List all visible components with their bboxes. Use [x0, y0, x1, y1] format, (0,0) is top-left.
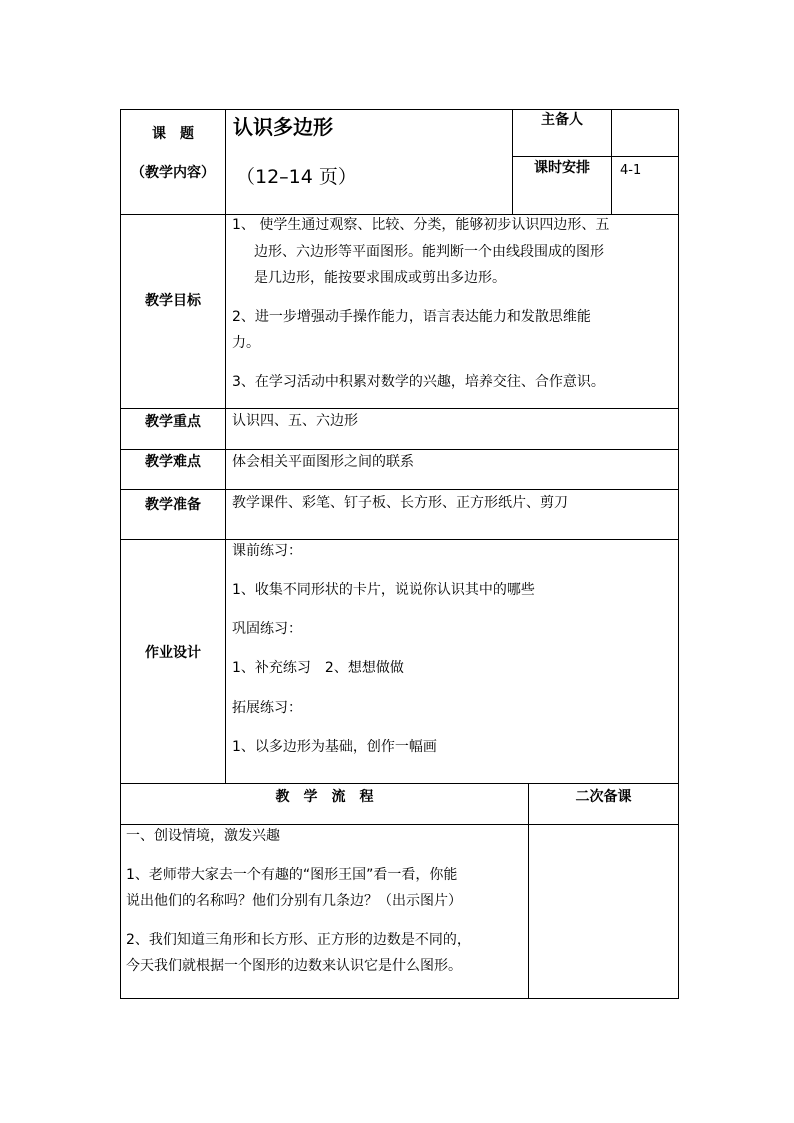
- grid-line: [120, 783, 679, 784]
- homework-line: 1、补充练习 2、想想做做: [232, 660, 404, 676]
- second-prep-label: 二次备课: [575, 789, 632, 805]
- homework-line: 1、以多边形为基础，创作一幅画: [232, 739, 437, 755]
- lesson-title: 认识多边形: [233, 115, 333, 139]
- flow-line: 说出他们的名称吗？他们分别有几条边？（出示图片）: [126, 893, 462, 909]
- homework-line: 1、收集不同形状的卡片，说说你认识其中的哪些: [232, 582, 535, 598]
- preparation-value: 教学课件、彩笔、钉子板、长方形、正方形纸片、剪刀: [232, 495, 568, 511]
- grid-line: [120, 109, 121, 999]
- homework-line: 巩固练习：: [232, 621, 302, 637]
- grid-line: [528, 783, 529, 998]
- flow-line: 2、我们知道三角形和长方形、正方形的边数是不同的，: [126, 932, 471, 948]
- objectives-label: 教学目标: [145, 293, 201, 309]
- grid-line: [120, 449, 679, 450]
- objective-line: 2、进一步增强动手操作能力，语言表达能力和发散思维能: [232, 309, 591, 325]
- grid-line: [120, 539, 679, 540]
- key-point-label: 教学重点: [145, 414, 201, 430]
- schedule-value: 4-1: [620, 163, 642, 178]
- preparation-label: 教学准备: [145, 497, 201, 513]
- grid-line: [120, 824, 679, 825]
- lesson-pages: （12–14 页）: [236, 166, 357, 188]
- objective-line: 3、在学习活动中积累对数学的兴趣，培养交往、合作意识。: [232, 374, 605, 390]
- grid-line: [120, 408, 679, 409]
- flow-label: 教 学 流 程: [275, 789, 374, 805]
- difficulty-label: 教学难点: [145, 454, 201, 470]
- grid-line: [678, 109, 679, 999]
- grid-line: [225, 109, 226, 783]
- grid-line: [120, 998, 679, 999]
- grid-line: [512, 156, 679, 157]
- grid-line: [611, 109, 612, 214]
- objective-line: 1、 使学生通过观察、比较、分类，能够初步认识四边形、五: [232, 217, 610, 233]
- schedule-label: 课时安排: [534, 160, 590, 176]
- preparer-label: 主备人: [541, 112, 583, 128]
- objective-line: 力。: [232, 335, 260, 351]
- flow-line: 今天我们就根据一个图形的边数来认识它是什么图形。: [126, 958, 462, 974]
- grid-line: [120, 489, 679, 490]
- key-point-value: 认识四、五、六边形: [232, 413, 358, 429]
- objective-line: 是几边形，能按要求围成或剪出多边形。: [254, 270, 506, 286]
- lesson-label: 课 题: [152, 126, 194, 142]
- homework-line: 课前练习：: [232, 543, 302, 559]
- flow-section-title: 一、创设情境，激发兴趣: [126, 828, 280, 844]
- homework-line: 拓展练习：: [232, 700, 302, 716]
- difficulty-value: 体会相关平面图形之间的联系: [232, 454, 414, 470]
- flow-line: 1、老师带大家去一个有趣的“图形王国”看一看，你能: [126, 867, 458, 883]
- lesson-sublabel: （教学内容）: [131, 165, 215, 181]
- objective-line: 边形、六边形等平面图形。能判断一个由线段围成的图形: [254, 244, 604, 260]
- homework-label: 作业设计: [145, 645, 201, 661]
